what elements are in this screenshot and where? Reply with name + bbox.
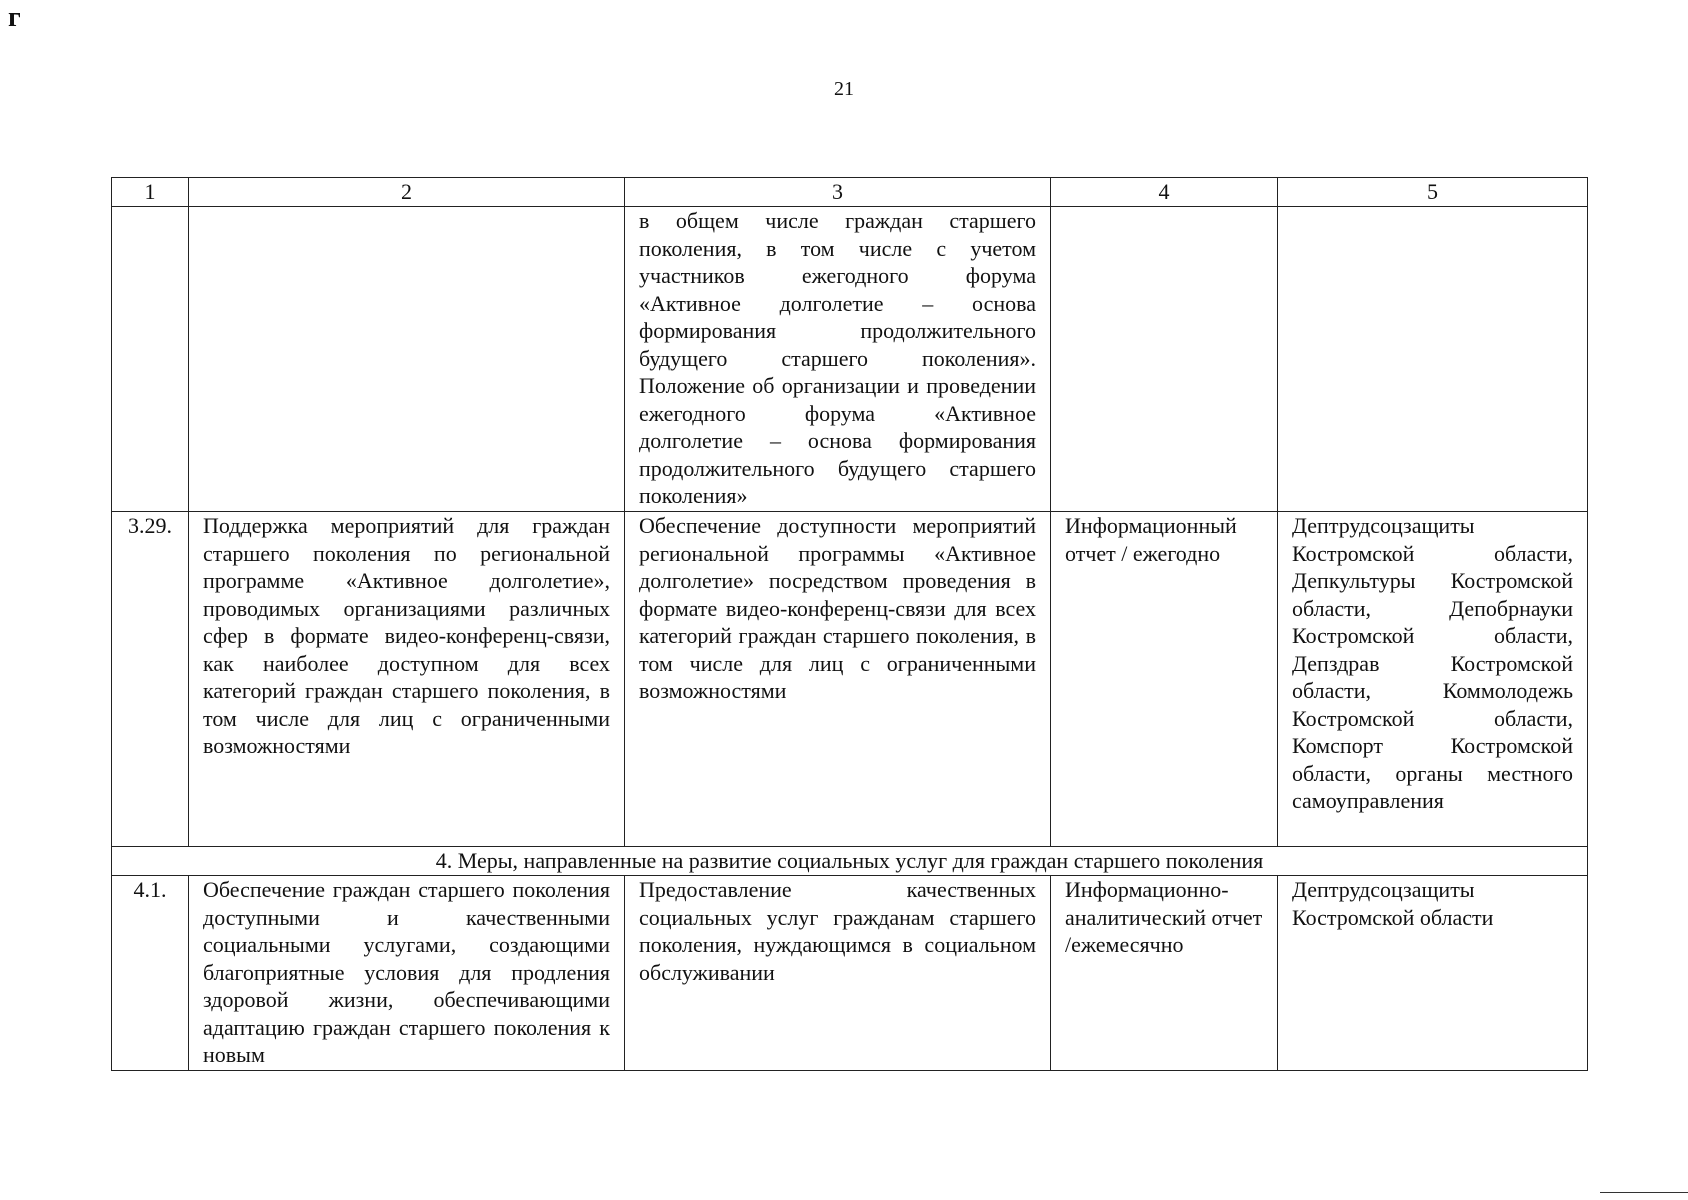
- page-number: 21: [834, 78, 854, 100]
- result-cell: Обеспечение доступности мероприятий региональной программы «Активное долголетие» посредством проведения в формате видео-конференц-связи для всех категорий граждан старшего поколения, в том числе для лиц с ограниченными возможностями: [625, 512, 1051, 847]
- page-edge-line: [1600, 1192, 1688, 1193]
- report-cell: Информационно-аналитический отчет /ежемесячно: [1051, 876, 1278, 1071]
- measures-table: [111, 177, 1588, 1071]
- row-number-cell: 4.1.: [112, 876, 189, 1071]
- section-heading: 4. Меры, направленные на развитие социальных услуг для граждан старшего поколения: [112, 847, 1588, 876]
- column-header: 5: [1278, 178, 1588, 207]
- column-header: 2: [189, 178, 625, 207]
- corner-mark: г: [8, 2, 21, 33]
- row-number-cell: 3.29.: [112, 512, 189, 847]
- measure-cell: [189, 207, 625, 512]
- report-cell: [1051, 207, 1278, 512]
- column-header: 3: [625, 178, 1051, 207]
- table-row-continued: [112, 207, 1588, 512]
- section-heading-row: [112, 847, 1588, 876]
- column-header: 1: [112, 178, 189, 207]
- report-cell: Информационный отчет / ежегодно: [1051, 512, 1278, 847]
- table-row-4-1: [112, 876, 1588, 1071]
- measure-cell: Поддержка мероприятий для граждан старшего поколения по региональной программе «Активное долголетие», проводимых организациями различных сфер в формате видео-конференц-связи, как наиболее доступном для всех категорий граждан старшего поколения, в том числе для лиц с ограниченными возможностями: [189, 512, 625, 847]
- responsible-cell: Дептрудсоцзащиты Костромской области: [1278, 876, 1588, 1071]
- row-number-cell: [112, 207, 189, 512]
- responsible-cell: Дептрудсоцзащиты Костромской области, Депкультуры Костромской области, Депобрнауки Костромской области, Депздрав Костромской области, Коммолодежь Костромской области, Комспорт Костромской области, органы местного самоуправления: [1278, 512, 1588, 847]
- table-header-row: [112, 178, 1588, 207]
- table-row-3-29: [112, 512, 1588, 847]
- measure-cell: Обеспечение граждан старшего поколения доступными и качественными социальными услугами, создающими благоприятные условия для продления здоровой жизни, обеспечивающими адаптацию граждан старшего поколения к новым: [189, 876, 625, 1071]
- column-header: 4: [1051, 178, 1278, 207]
- result-cell: Предоставление качественных социальных услуг гражданам старшего поколения, нуждающимся в социальном обслуживании: [625, 876, 1051, 1071]
- responsible-cell: [1278, 207, 1588, 512]
- result-cell: в общем числе граждан старшего поколения, в том числе с учетом участников ежегодного форума «Активное долголетие – основа формирования продолжительного будущего старшего поколения». Положение об организации и проведении ежегодного форума «Активное долголетие – основа формирования продолжительного будущего старшего поколения»: [625, 207, 1051, 512]
